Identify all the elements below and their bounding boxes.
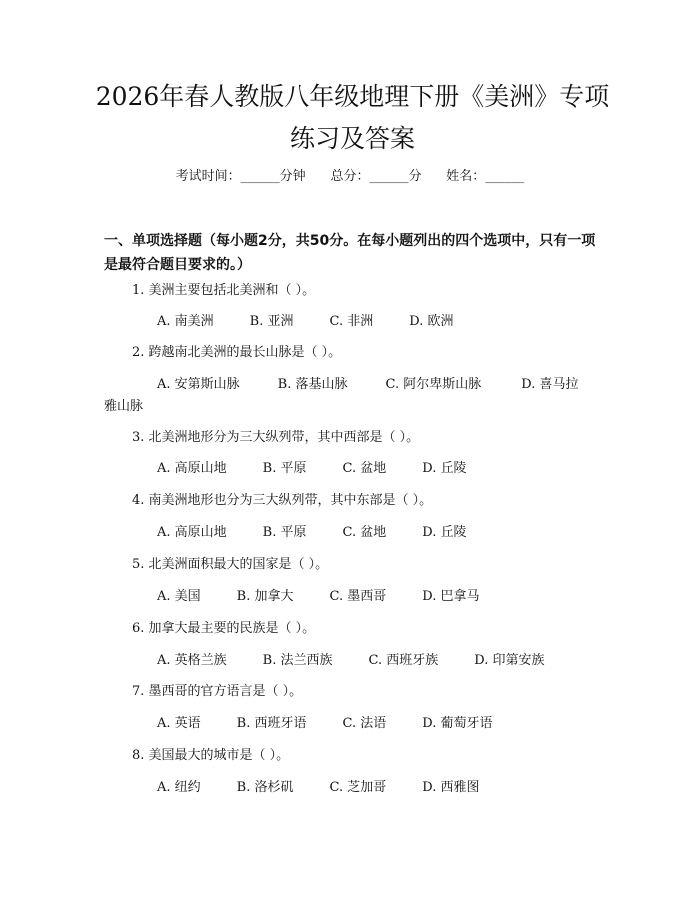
page-title: 2026年春人教版八年级地理下册《美洲》专项练习及答案: [95, 82, 610, 153]
question-stem: 1. 美洲主要包括北美洲和（ ）。: [132, 283, 316, 298]
question-options: [104, 374, 601, 418]
question-stem: 3. 北美洲地形分为三大纵列带，其中西部是（ ）。: [132, 430, 420, 445]
question-stem: 6. 加拿大最主要的民族是（ ）。: [132, 621, 316, 636]
option-a: A. 英语: [157, 716, 201, 731]
option-b: B. 亚洲: [249, 314, 294, 329]
question-options: [104, 458, 601, 480]
option-b: B. 洛杉矶: [236, 780, 294, 795]
section-heading: 一、单项选择题（每小题2分，共50分。在每小题列出的四个选项中，只有一项是最符合题目要求的。）: [104, 233, 596, 273]
option-c: C. 盆地: [342, 461, 387, 476]
question-options: [104, 311, 601, 333]
question-stem: 2. 跨越南北美洲的最长山脉是（ ）。: [132, 345, 342, 360]
option-d: D. 欧洲: [409, 314, 454, 329]
question-stem: 7. 墨西哥的官方语言是（ ）。: [132, 684, 303, 699]
option-d: D. 喜马拉: [521, 377, 579, 392]
question-stem: 4. 南美洲地形也分为三大纵列带，其中东部是（ ）。: [132, 493, 433, 508]
option-b: B. 法兰西族: [262, 653, 333, 668]
student-name-label: 姓名：______: [446, 169, 525, 184]
option-a: A. 高原山地: [157, 525, 227, 540]
option-d-continuation: 雅山脉: [104, 399, 144, 414]
option-a: A. 美国: [157, 589, 201, 604]
option-d: D. 印第安族: [474, 653, 545, 668]
question-options: [104, 713, 601, 735]
option-c: C. 非洲: [329, 314, 374, 329]
total-score-label: 总分：______分: [330, 169, 422, 184]
option-c: C. 法语: [342, 716, 387, 731]
option-b: B. 西班牙语: [236, 716, 307, 731]
exam-info-line: [0, 167, 700, 187]
option-d: D. 巴拿马: [422, 589, 480, 604]
option-c: C. 盆地: [342, 525, 387, 540]
option-b: B. 落基山脉: [277, 377, 348, 392]
option-b: B. 加拿大: [236, 589, 294, 604]
exam-time-label: 考试时间：______分钟: [175, 169, 306, 184]
option-a: A. 英格兰族: [157, 653, 227, 668]
option-b: B. 平原: [262, 525, 307, 540]
option-a: A. 安第斯山脉: [157, 377, 240, 392]
question-options: [104, 522, 601, 544]
question-options: [104, 586, 601, 608]
option-d: D. 葡萄牙语: [422, 716, 493, 731]
option-d: D. 西雅图: [422, 780, 480, 795]
option-c: C. 芝加哥: [329, 780, 387, 795]
option-a: A. 纽约: [157, 780, 201, 795]
option-d: D. 丘陵: [422, 461, 467, 476]
option-d: D. 丘陵: [422, 525, 467, 540]
option-c: C. 西班牙族: [368, 653, 439, 668]
option-c: C. 墨西哥: [329, 589, 387, 604]
question-stem: 5. 北美洲面积最大的国家是（ ）。: [132, 557, 329, 572]
question-options: [104, 777, 601, 799]
option-c: C. 阿尔卑斯山脉: [385, 377, 482, 392]
question-options: [104, 650, 601, 672]
option-b: B. 平原: [262, 461, 307, 476]
option-a: A. 南美洲: [157, 314, 214, 329]
question-stem: 8. 美国最大的城市是（ ）。: [132, 748, 290, 763]
option-a: A. 高原山地: [157, 461, 227, 476]
